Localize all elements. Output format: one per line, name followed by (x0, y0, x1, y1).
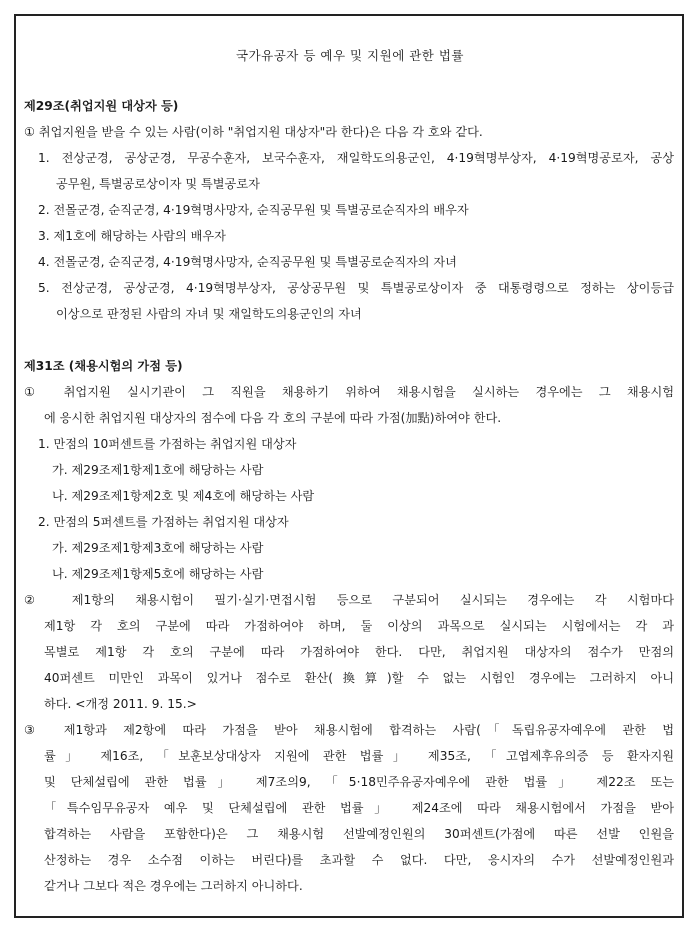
article-29-item-5-cont: 이상으로 판정된 사람의 자녀 및 재일학도의용군인의 자녀 (56, 307, 362, 321)
article-31-paragraph-3-line-2: 률」 제16조, 「보훈보상대상자 지원에 관한 법률」 제35조, 「고엽제후유의증 등 환자지원 (44, 749, 674, 763)
article-31-paragraph-2-line-4: 40퍼센트 미만인 과목이 있거나 점수로 환산(換算)할 수 없는 시험인 경우에는 그러하지 아니 (44, 671, 674, 685)
article-31-paragraph-1-cont: 에 응시한 취업지원 대상자의 점수에 다음 각 호의 구분에 따라 가점(加點)하여야 한다. (44, 411, 502, 425)
article-31-paragraph-2: ② 제1항의 채용시험이 필기·실기·면접시험 등으로 구분되어 실시되는 경우에는 각 시험마다 (24, 593, 674, 607)
article-29-heading: 제29조(취업지원 대상자 등) (24, 99, 179, 113)
article-31-item-1-ga: 가. 제29조제1항제1호에 해당하는 사람 (52, 463, 264, 477)
article-29-item-5: 5. 전상군경, 공상군경, 4·19혁명부상자, 공상공무원 및 특별공로상이자 중 대통령령으로 정하는 상이등급 (38, 281, 674, 295)
article-29-item-1-cont: 공무원, 특별공로상이자 및 특별공로자 (56, 177, 260, 191)
article-29-paragraph-1: ① 취업지원을 받을 수 있는 사람(이하 "취업지원 대상자"라 한다)은 다음 각 호와 같다. (24, 125, 483, 139)
article-31-item-1: 1. 만점의 10퍼센트를 가점하는 취업지원 대상자 (38, 437, 297, 451)
article-29-item-4: 4. 전몰군경, 순직군경, 4·19혁명사망자, 순직공무원 및 특별공로순직자의 자녀 (38, 255, 457, 269)
document-title: 국가유공자 등 예우 및 지원에 관한 법률 (235, 48, 465, 63)
article-31-paragraph-2-line-5: 하다. <개정 2011. 9. 15.> (44, 697, 197, 711)
article-31-item-2-na: 나. 제29조제1항제5호에 해당하는 사람 (52, 567, 264, 581)
article-31-item-1-na: 나. 제29조제1항제2호 및 제4호에 해당하는 사람 (52, 489, 315, 503)
article-31-paragraph-2-line-3: 목별로 제1항 각 호의 구분에 따라 가점하여야 한다. 다만, 취업지원 대상자의 점수가 만점의 (44, 645, 674, 659)
article-31-paragraph-3-line-6: 산정하는 경우 소수점 이하는 버린다)를 초과할 수 없다. 다만, 응시자의 수가 선발예정인원과 (44, 853, 674, 867)
article-29-item-1: 1. 전상군경, 공상군경, 무공수훈자, 보국수훈자, 재일학도의용군인, 4·19혁명부상자, 4·19혁명공로자, 공상 (38, 151, 674, 165)
article-31-paragraph-3-line-3: 및 단체설립에 관한 법률」 제7조의9, 「5·18민주유공자예우에 관한 법률」 제22조 또는 (44, 775, 674, 789)
article-31-paragraph-2-line-2: 제1항 각 호의 구분에 따라 가점하여야 하며, 둘 이상의 과목으로 실시되는 시험에서는 각 과 (44, 619, 674, 633)
article-31-paragraph-3-line-4: 「특수임무유공자 예우 및 단체설립에 관한 법률」 제24조에 따라 채용시험에서 가점을 받아 (44, 801, 674, 815)
article-29-item-2: 2. 전몰군경, 순직군경, 4·19혁명사망자, 순직공무원 및 특별공로순직자의 배우자 (38, 203, 469, 217)
article-31-heading: 제31조 (채용시험의 가점 등) (24, 359, 183, 373)
article-31-paragraph-1: ① 취업지원 실시기관이 그 직원을 채용하기 위하여 채용시험을 실시하는 경우에는 그 채용시험 (24, 385, 674, 399)
article-31-paragraph-3: ③ 제1항과 제2항에 따라 가점을 받아 채용시험에 합격하는 사람(「독립유공자예우에 관한 법 (24, 723, 674, 737)
article-31-item-2: 2. 만점의 5퍼센트를 가점하는 취업지원 대상자 (38, 515, 289, 529)
article-31-paragraph-3-line-7: 같거나 그보다 적은 경우에는 그러하지 아니하다. (44, 879, 303, 893)
article-31-item-2-ga: 가. 제29조제1항제3호에 해당하는 사람 (52, 541, 264, 555)
article-31-paragraph-3-line-5: 합격하는 사람을 포함한다)은 그 채용시험 선발예정인원의 30퍼센트(가점에 따른 선발 인원을 (44, 827, 674, 841)
article-29-item-3: 3. 제1호에 해당하는 사람의 배우자 (38, 229, 226, 243)
